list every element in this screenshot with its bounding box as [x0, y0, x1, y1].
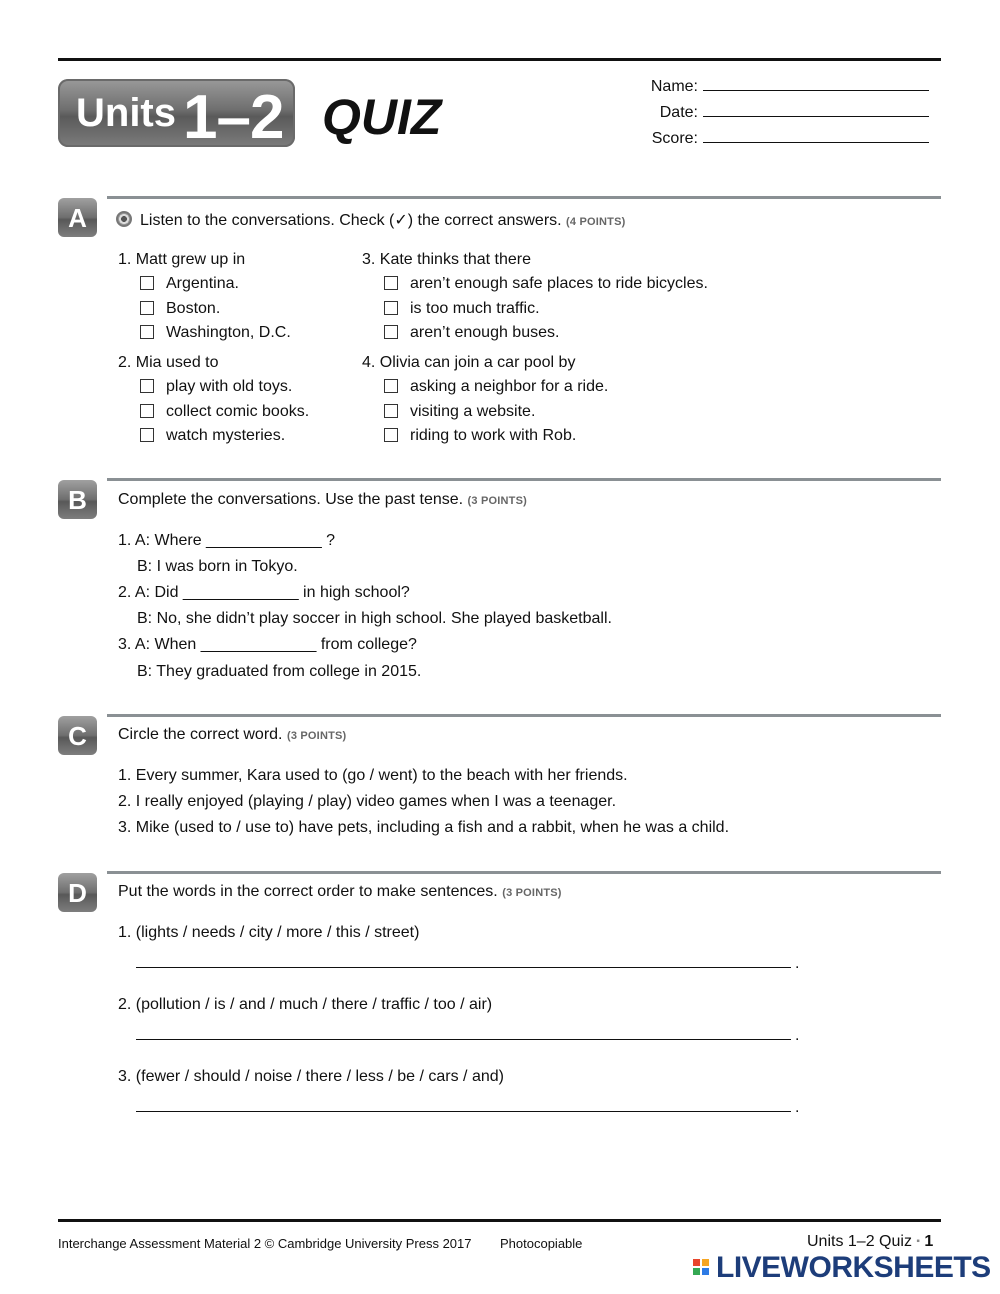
option-a2-1: play with old toys.: [166, 378, 293, 395]
question-a1: 1. Matt grew up in: [118, 251, 246, 268]
question-a3: 3. Kate thinks that there: [362, 251, 531, 268]
item-c1[interactable]: 1. Every summer, Kara used to (go / went) to the beach with her friends.: [118, 767, 628, 784]
date-label: Date:: [659, 104, 698, 121]
item-b1-b: B: I was born in Tokyo.: [137, 558, 298, 575]
option-a4-2: visiting a website.: [410, 403, 536, 420]
checkbox-a2-1[interactable]: [140, 379, 154, 393]
section-a-points: (4 POINTS): [566, 216, 626, 228]
blank-b3[interactable]: _____________: [200, 636, 317, 653]
section-c-rule: [107, 714, 941, 717]
item-b3-a-start: A: When: [134, 636, 201, 653]
date-field[interactable]: [648, 102, 929, 122]
section-a-rule: [107, 196, 941, 199]
separator-icon: ▪: [916, 1236, 920, 1247]
section-a-instruction-text: Listen to the conversations. Check (✓) the correct answers.: [140, 212, 562, 229]
checkbox-a2-3[interactable]: [140, 428, 154, 442]
blank-b1[interactable]: _____________: [206, 532, 322, 549]
item-b3-b: B: They graduated from college in 2015.: [137, 663, 422, 680]
page-number: 1: [924, 1233, 934, 1250]
checkbox-a3-3[interactable]: [384, 325, 398, 339]
checkbox-a3-1[interactable]: [384, 276, 398, 290]
checkbox-a2-2[interactable]: [140, 404, 154, 418]
answer-line-d3[interactable]: [136, 1111, 791, 1112]
date-line[interactable]: [703, 102, 929, 117]
checkbox-a4-2[interactable]: [384, 404, 398, 418]
section-d-points: (3 POINTS): [502, 887, 562, 899]
section-d-rule: [107, 871, 941, 874]
page-title: QUIZ: [322, 89, 442, 145]
units-badge: [58, 79, 295, 152]
quiz-label: Units 1–2 Quiz: [807, 1233, 912, 1250]
checkbox-a1-1[interactable]: [140, 276, 154, 290]
section-c-points: (3 POINTS): [286, 730, 347, 742]
audio-cd-icon[interactable]: [116, 211, 132, 227]
option-a3-3: aren’t enough buses.: [410, 324, 560, 341]
period-d3: .: [795, 1099, 800, 1116]
name-label: Name:: [650, 78, 698, 95]
item-b3-a: [118, 633, 417, 657]
item-b2-b: B: No, she didn’t play soccer in high school. She played basketball.: [137, 610, 612, 627]
footer-rule: [58, 1219, 941, 1222]
answer-line-d2[interactable]: [136, 1039, 791, 1040]
photocopiable-text: Photocopiable: [500, 1236, 583, 1251]
item-b2-a: [118, 581, 410, 605]
section-b-points: (3 POINTS): [467, 495, 527, 507]
question-a4: 4. Olivia can join a car pool by: [362, 354, 576, 371]
option-a1-2: Boston.: [166, 300, 221, 317]
checkbox-a4-3[interactable]: [384, 428, 398, 442]
top-rule: [58, 58, 941, 61]
section-d-instruction-text: Put the words in the correct order to make sentences.: [118, 883, 498, 900]
score-line[interactable]: [703, 128, 929, 143]
item-b2-a-start: A: Did: [134, 584, 183, 601]
checkbox-a3-2[interactable]: [384, 301, 398, 315]
name-field[interactable]: [648, 76, 929, 96]
question-a2: 2. Mia used to: [118, 354, 219, 371]
name-line[interactable]: [703, 76, 929, 91]
blank-b2[interactable]: _____________: [182, 584, 299, 601]
checkbox-a4-1[interactable]: [384, 379, 398, 393]
answer-line-d1[interactable]: [136, 967, 791, 968]
item-b1-a: [118, 529, 335, 553]
units-word: Units: [76, 91, 176, 135]
option-a1-3: Washington, D.C.: [166, 324, 291, 341]
item-b2-a-end: in high school?: [298, 584, 410, 601]
item-c2[interactable]: 2. I really enjoyed (playing / play) video games when I was a teenager.: [118, 793, 617, 810]
option-a3-2: is too much traffic.: [410, 300, 540, 317]
section-d-badge: D: [58, 873, 97, 912]
item-b1-num: 1.: [118, 532, 132, 549]
item-b1-a-end: ?: [321, 532, 336, 549]
checkbox-a1-3[interactable]: [140, 325, 154, 339]
item-d3-prompt: 3. (fewer / should / noise / there / less / be / cars / and): [118, 1068, 504, 1085]
checkbox-a1-2[interactable]: [140, 301, 154, 315]
item-d2-prompt: 2. (pollution / is / and / much / there / traffic / too / air): [118, 996, 493, 1013]
section-c-badge: C: [58, 716, 97, 755]
item-d1-prompt: 1. (lights / needs / city / more / this / street): [118, 924, 420, 941]
section-b-instruction: [118, 491, 527, 509]
option-a4-3: riding to work with Rob.: [410, 427, 577, 444]
item-b2-num: 2.: [118, 584, 132, 601]
liveworksheets-logo-icon: [693, 1259, 713, 1281]
page-footer-label: [807, 1233, 933, 1251]
units-number: 1–2: [183, 83, 284, 152]
option-a2-3: watch mysteries.: [166, 427, 286, 444]
option-a2-2: collect comic books.: [166, 403, 310, 420]
section-c-instruction: [118, 726, 346, 744]
copyright-text: Interchange Assessment Material 2 © Cambridge University Press 2017: [58, 1236, 472, 1251]
section-b-instruction-text: Complete the conversations. Use the past tense.: [118, 491, 464, 508]
period-d2: .: [795, 1027, 800, 1044]
item-c3[interactable]: 3. Mike (used to / use to) have pets, including a fish and a rabbit, when he was a child.: [118, 819, 730, 836]
section-a-instruction: [116, 210, 626, 230]
item-b3-num: 3.: [118, 636, 132, 653]
section-d-instruction: [118, 883, 562, 901]
option-a4-1: asking a neighbor for a ride.: [410, 378, 609, 395]
item-b1-a-start: A: Where: [134, 532, 207, 549]
section-c-instruction-text: Circle the correct word.: [118, 726, 283, 743]
liveworksheets-brand[interactable]: LIVEWORKSHEETS: [716, 1251, 991, 1284]
section-a-badge: A: [58, 198, 97, 237]
section-b-badge: B: [58, 480, 97, 519]
option-a1-1: Argentina.: [166, 275, 239, 292]
score-label: Score:: [651, 130, 698, 147]
item-b3-a-end: from college?: [316, 636, 417, 653]
option-a3-1: aren’t enough safe places to ride bicycles.: [410, 275, 708, 292]
score-field[interactable]: [648, 128, 929, 148]
period-d1: .: [795, 955, 800, 972]
section-b-rule: [107, 478, 941, 481]
